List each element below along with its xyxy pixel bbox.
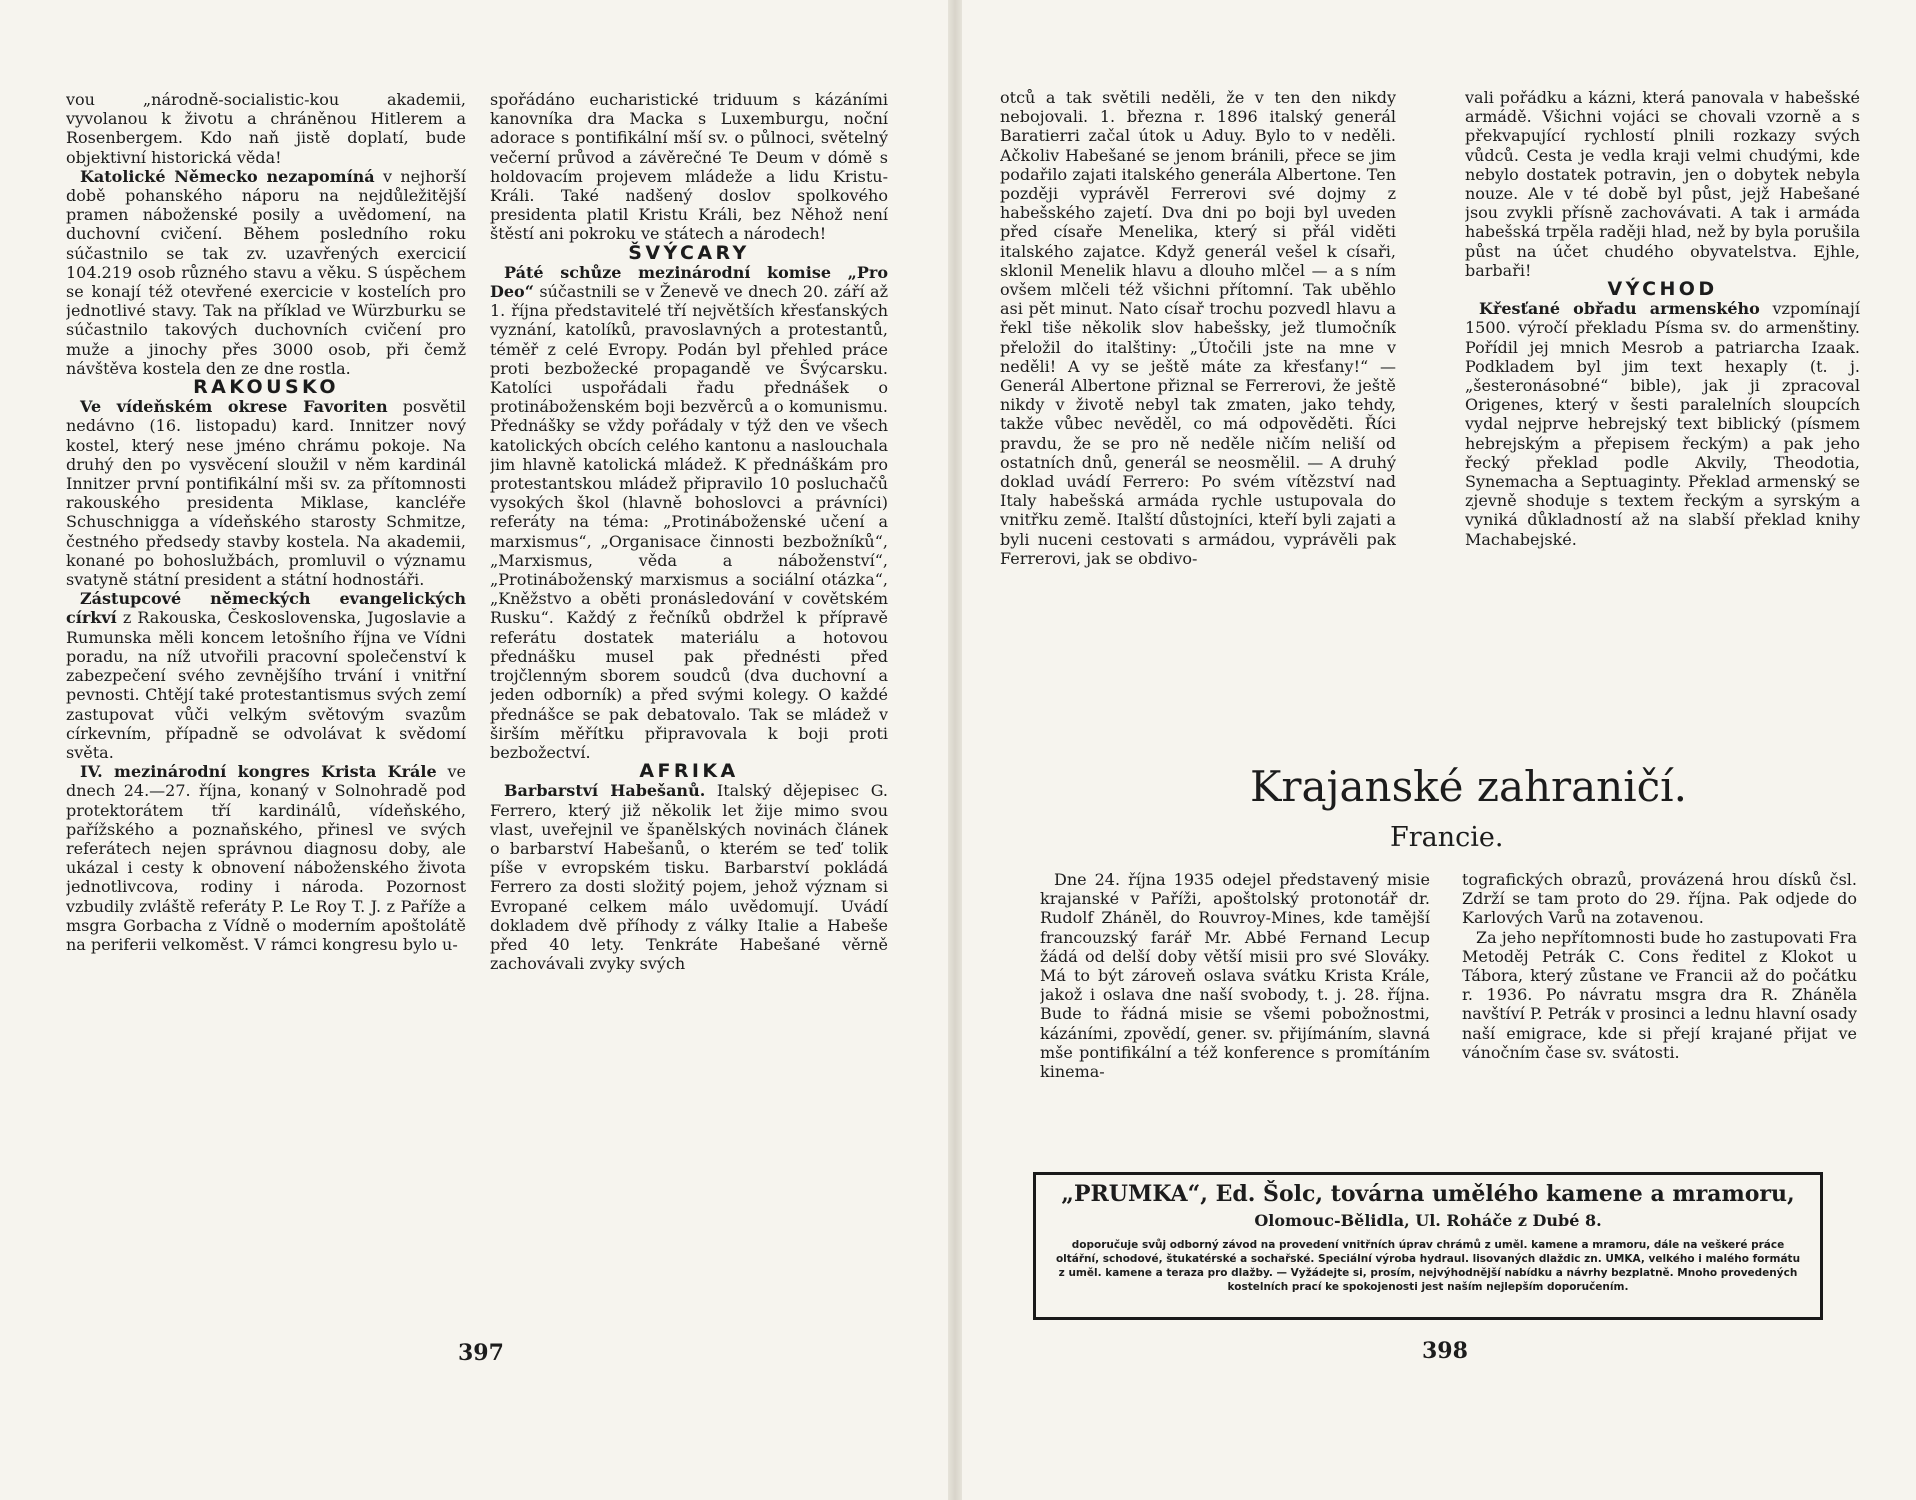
section-heading: RAKOUSKO bbox=[193, 376, 339, 399]
column-krajanske-left bbox=[1040, 870, 1430, 1145]
paragraph-text: vzpomínají 1500. výročí překladu Písma sv. do armenštiny. Pořídil jej mnich Mesrob a patriarcha Izaak. Podkladem byl jim text hexaply (t. j. „šesteronásobné“ bible), jak ji zpracoval Origenes, který v šesti paralelních sloupcích vydal nejprve hebrejský text biblický (písmem hebrejským a přepisem řeckým) a pak jeho řecký překlad podle Akvily, Theodotia, Synemacha a Septuaginty. Překlad armenský se zjevně shoduje s textem řeckým a syrským a vyniká důkladností až na slabší překlad knihy Machabejské. bbox=[1465, 299, 1860, 549]
lead-phrase: Křesťané obřadu armenského bbox=[1479, 299, 1760, 319]
section-title: Krajanské zahraničí. bbox=[1250, 762, 1687, 811]
paragraph bbox=[66, 589, 466, 762]
paragraph bbox=[1465, 299, 1860, 549]
paragraph: Dne 24. října 1935 odejel představený misie krajanské v Paříži, apoštolský protonotář dr. Rudolf Zháněl, do Rouvroy-Mines, kde tamější francouzský farář Mr. Abbé Fernand Lecup žádá od delší doby větší misii pro své Slováky. Má to být zároveň oslava svátku Krista Krále, jakož i oslava dne naší svobody, t. j. 28. října. Bude to řádná misie se všemi pobožnostmi, kázáními, zpovědí, gener. sv. přijímáním, slavná mše pontifikální a též konference s promítáním kinema- bbox=[1040, 870, 1430, 1082]
paragraph bbox=[490, 263, 888, 762]
lead-phrase: Barbarství Habešanů. bbox=[504, 781, 706, 801]
section-subtitle: Francie. bbox=[1390, 822, 1504, 853]
advertisement-box bbox=[1033, 1172, 1823, 1320]
paragraph-text: ve dnech 24.—27. října, konaný v Solnohradě pod protektorátem tří kardinálů, vídeňského, pařížského a poznaňského, přinesl ve svých referátech nejen správnou diagnosu doby, ale ukázal i cesty k obnovení náboženského života jednotlivcova, rodiny i národa. Pozornost vzbudily zvláště referáty P. Le Roy T. J. z Paříže a msgra Gorbacha z Vídně o moderním apoštolátě na periferii velkoměst. V rámci kongresu bylo u- bbox=[66, 762, 466, 954]
column-1 bbox=[66, 90, 466, 1325]
paragraph: Za jeho nepřítomnosti bude ho zastupovati Fra Metoděj Petrák C. Cons ředitel z Klokot u Tábora, který zůstane ve Francii až do počátku r. 1936. Po návratu msgra dra R. Zháněla navštíví P. Petrák v prosinci a lednu hlavní osady naší emigrace, kde si přejí krajané přijat ve vánočním čase sv. svátosti. bbox=[1462, 927, 1857, 1062]
column-4 bbox=[1465, 88, 1860, 728]
paragraph: otců a tak světili neděli, že v ten den nikdy nebojovali. 1. března r. 1896 italský generál Baratierri začal útok u Aduy. Bylo to v neděli. Ačkoliv Habešané se jenom bránili, přece se jim podařilo zajati italského generála Albertone. Ten později vyprávěl Ferrerovi své dojmy z habešského zajetí. Dva dni po boji byl uveden před císaře Menelika, který si přál viděti italského zajatce. Když generál vešel k císaři, sklonil Menelik hlavu a dlouho mlčel — a s ním ovšem mlčeli též všichni přítomní. Tak uběhlo asi pět minut. Nato císař trochu pozvedl hlavu a řekl tiše několik slov habešsky, jež tlumočník přeložil do italštiny: „Útočili jste na mne v neděli! A vy se ještě máte za křesťany!“ — Generál Albertone přiznal se Ferrerovi, že ještě nikdy v životě nebyl tak zmaten, jako tehdy, takže vůbec nevěděl, co má odpověděti. Říci pravdu, že se pro ně neděle ničím neliší od ostatních dnů, generál se neosmělil. — A druhý doklad uvádí Ferrero: Po svém vítězství nad Italy habešská armáda rychle ustupovala do vnitřku země. Italští důstojníci, kteří byli zajati a byli nuceni cestovati s armádou, vyprávěli pak Ferrerovi, jak se obdivo- bbox=[1000, 88, 1396, 568]
column-3 bbox=[1000, 88, 1396, 728]
paragraph bbox=[66, 167, 466, 378]
paragraph-text: posvětil nedávno (16. listopadu) kard. Innitzer nový kostel, který nese jméno chrámu pokoje. Na druhý den po vysvěcení sloužil v něm kardinál Innitzer první pontifikální mši sv. za přítomnosti rakouského presidenta Miklase, kancléře Schuschnigga a vídeňského starosty Schmitze, čestného předsedy stavby kostela. Na akademii, konané po bohoslužbách, promluvil o významu svatyně státní president a státní hodnostáři. bbox=[66, 397, 466, 590]
paragraph: spořádáno eucharistické triduum s kázáními kanovníka dra Macka s Luxemburgu, noční adorace s pontifikální mší sv. o půlnoci, světelný večerní průvod a závěrečné Te Deum v dómě s holdovacím projevem mládeže a lidu Kristu-Králi. Také nadšený doslov spolkového presidenta platil Kristu Králi, bez Něhož není štěstí ani pokroku ve státech a národech! bbox=[490, 90, 888, 244]
column-krajanske-right bbox=[1462, 870, 1857, 1145]
ad-body: doporučuje svůj odborný závod na provedení vnitřních úprav chrámů z uměl. kamene a mramoru, dále na veškeré práce oltářní, schodové, štukatérské a sochařské. Speciální výroba hydraul. lisovaných dlaždic zn. UMKA, velkého i malého formátu z uměl. kamene a teraza pro dlažby. — Vyžádejte si, prosím, nejvýhodnější nabídku a návrhy bezplatně. Mnoho provedených kostelních prací ke spokojenosti jest naším nejlepším doporučením. bbox=[1055, 1239, 1801, 1293]
paragraph bbox=[66, 762, 466, 954]
book-gutter bbox=[948, 0, 962, 1500]
paragraph bbox=[66, 397, 466, 589]
page-number-left: 397 bbox=[458, 1340, 504, 1366]
paragraph-text: v nejhorší době pohanského náporu na nejdůležitější pramen náboženské posily a uvědomení, na duchovní cvičení. Během posledního roku súčastnilo se tak zv. uzavřených exercicií 104.219 osob různého stavu a věku. S úspěchem se konají též otevřené exercicie v kostelích pro jednotlivé stavy. Tak na příklad ve Würzburku se súčastnilo takových duchovních cvičení pro muže a jinochy přes 3000 osob, při čemž návštěva kostela den ze dne rostla. bbox=[66, 166, 466, 378]
section-heading: VÝCHOD bbox=[1607, 278, 1718, 301]
column-2 bbox=[490, 90, 888, 1325]
paragraph: vou „národně-socialistic-kou akademii, vyvolanou k životu a chráněnou Hitlerem a Rosenbergem. Kdo naň jistě doplatí, bude objektivní historická věda! bbox=[66, 90, 466, 167]
paragraph: vali pořádku a kázni, která panovala v habešské armádě. Všichni vojáci se chovali vzorně a s překvapující rychlostí plnili rozkazy svých vůdců. Cesta je vedla kraji velmi chudými, kde nebylo dostatek potravin, jen o dobytek nebyla nouze. Ale v té době byl půst, jejž Habešané jsou zvykli přísně zachovávati. A tak i armáda habešská trpěla raději hlad, než by byla porušila půst na účet chudého obyvatelstva. Ejhle, barbaři! bbox=[1465, 88, 1860, 280]
lead-phrase: Ve vídeňském okrese Favoriten bbox=[80, 397, 388, 417]
ad-headline: „PRUMKA“, Ed. Šolc, továrna umělého kamene a mramoru, bbox=[1061, 1181, 1795, 1207]
section-heading: ŠVÝCARY bbox=[628, 241, 750, 264]
lead-phrase: Zástupcové německých evangelických církví bbox=[66, 589, 466, 628]
section-heading: AFRIKA bbox=[639, 760, 739, 783]
lead-phrase: Katolické Německo nezapomíná bbox=[80, 166, 375, 186]
paragraph bbox=[490, 781, 888, 973]
paragraph: tografických obrazů, provázená hrou dísků čsl. Zdrží se tam proto do 29. října. Pak odjede do Karlových Varů na zotavenou. bbox=[1462, 870, 1857, 928]
paragraph-text: Italský dějepisec G. Ferrero, který již několik let žije mimo svou vlast, uveřejnil ve španělských novinách článek o barbarství Habešanů, o kterém se teď tolik píše v evropském tisku. Barbarství pokládá Ferrero za dosti složitý pojem, jehož význam si Evropané celkem málo uvědomují. Uvádí dokladem dvě příhody z války Italie a Habeše před 40 lety. Tenkráte Habešané věrně zachovávali zvyky svých bbox=[490, 781, 888, 974]
lead-phrase: IV. mezinárodní kongres Krista Krále bbox=[80, 762, 437, 782]
page-number-right: 398 bbox=[1422, 1338, 1468, 1364]
ad-address: Olomouc-Bělidla, Ul. Roháče z Dubé 8. bbox=[1254, 1211, 1602, 1230]
lead-phrase: Páté schůze mezinárodní komise „Pro Deo“ bbox=[490, 262, 888, 302]
paragraph-text: z Rakouska, Československa, Jugoslavie a Rumunska měli koncem letošního října ve Vídni poradu, na níž utvořili pracovní společenství k zabezpečení svého zevnějšího trvání i vnitřní pevnosti. Chtějí také protestantismus svých zemí zastupovat vůči velkým světovým svazům církevním, případně se odvolávat k svědomí světa. bbox=[66, 608, 466, 762]
paragraph-text: súčastnili se v Ženevě ve dnech 20. září až 1. října představitelé tří největších křesťanských vyznání, katolíků, pravoslavných a protestantů, téměř z celé Evropy. Podán byl přehled práce proti bezbožecké propagandě ve Švýcarsku. Katolíci uspořádali řadu přednášek o protináboženském boji bezvěrců a o komunismu. Přednášky se vždy pořádaly v týž den ve všech katolických obcích celého kantonu a naslouchala jim hlavně katolická mládež. K přednáškám pro protestantskou mládež připravilo 10 posluchačů vysokých škol (hlavně bohoslovci a právníci) referáty na téma: „Protináboženské učení a marxismus“, „Organisace činnosti bezbožníků“, „Marxismus, věda a náboženství“, „Protináboženský marxismus a sociální otázka“, „Kněžstvo a oběti pronásledování v covětském Rusku“. Každý z řečníků obdržel k přípravě referátu dostatek materiálu a hotovou přednášku musel pak přednésti před trojčlenným sborem soudců (dva duchovní a jeden odborník) a před svými kolegy. O každé přednášce se pak debatovalo. Tak se mládež v širším měřítku připravovala k boji proti bezbožectví. bbox=[490, 282, 888, 762]
